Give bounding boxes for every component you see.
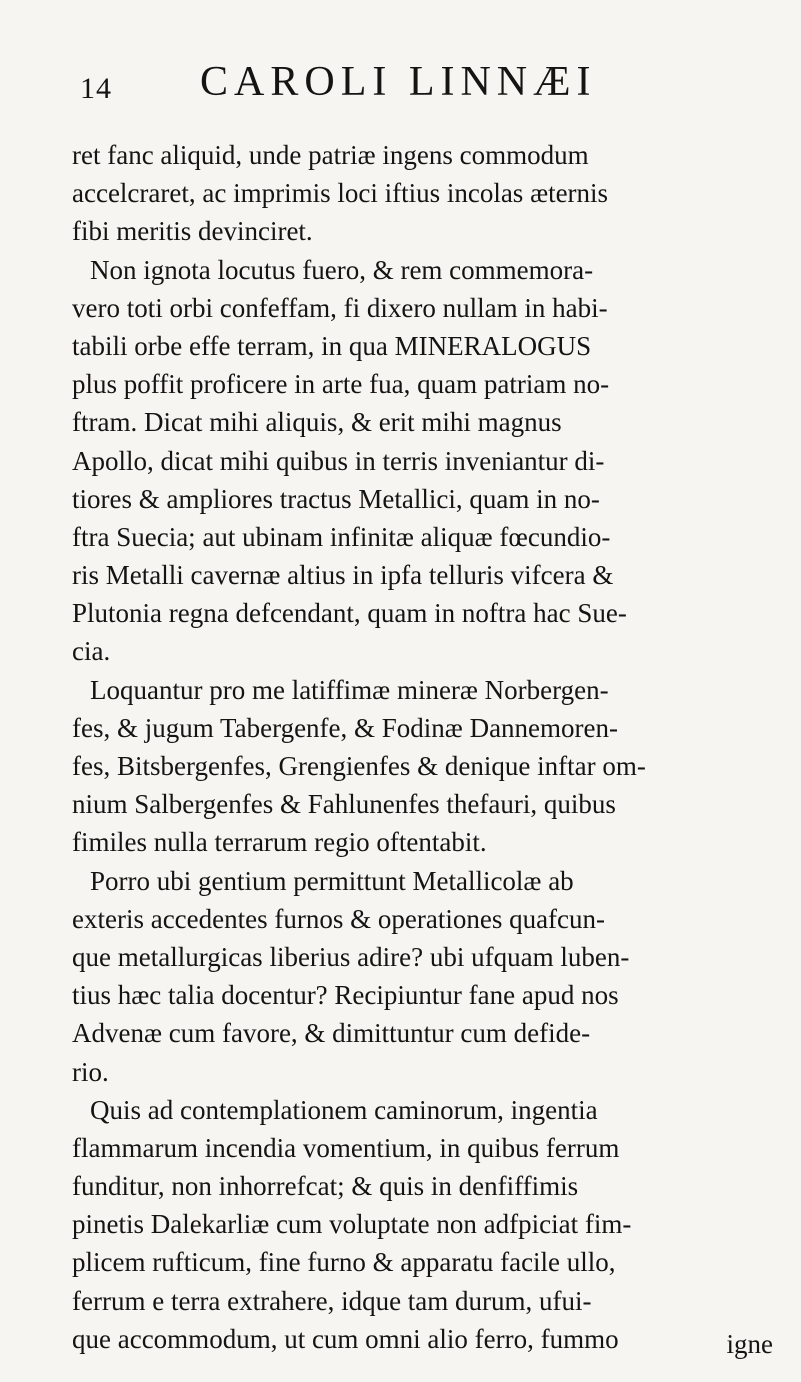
running-title: CAROLI LINNÆI xyxy=(200,59,597,105)
text-line: Plutonia regna defcendant, quam in noftra hac Sue- xyxy=(72,598,627,629)
text-line: ret fanc aliquid, unde patriæ ingens commodum xyxy=(72,140,589,170)
text-line: vero toti orbi confeffam, fi dixero nullam in habi- xyxy=(72,292,608,323)
text-line: Quis ad contemplationem caminorum, ingentia xyxy=(90,1094,598,1125)
text-line: Loquantur pro me latiffimæ mineræ Norbergen- xyxy=(90,674,609,705)
text-line: tius hæc talia docentur? Recipiuntur fane apud nos xyxy=(72,980,619,1011)
text-line: ris Metalli cavernæ altius in ipfa telluris vifcera & xyxy=(72,560,614,591)
page-number: 14 xyxy=(80,72,112,105)
text-line: Non ignota locutus fuero, & rem commemora- xyxy=(90,254,594,285)
catchword: igne xyxy=(726,1329,773,1359)
text-line: fimiles nulla terrarum regio oftentabit. xyxy=(72,827,487,858)
text-line: pinetis Dalekarliæ cum voluptate non adfpiciat fim- xyxy=(72,1209,632,1240)
text-line: flammarum incendia vomentium, in quibus ferrum xyxy=(72,1132,620,1163)
text-line: ftra Suecia; aut ubinam infinitæ aliquæ fœcundio- xyxy=(72,521,611,552)
text-line: nium Salbergenfes & Fahlunenfes thefauri, quibus xyxy=(72,789,616,820)
text-line: plus poffit proficere in arte fua, quam patriam no- xyxy=(72,369,610,400)
text-line: exteris accedentes furnos & operationes quafcun- xyxy=(72,903,606,934)
text-line: Apollo, dicat mihi quibus in terris inveniantur di- xyxy=(72,445,605,476)
text-line: fes, Bitsbergenfes, Grengienfes & denique inftar om- xyxy=(72,751,646,781)
text-line: accelcraret, ac imprimis loci iftius incolas æternis xyxy=(72,178,609,209)
text-line: que metallurgicas liberius adire? ubi ufquam luben- xyxy=(72,941,630,972)
text-line: Advenæ cum favore, & dimittuntur cum defide- xyxy=(72,1018,591,1049)
body-text xyxy=(72,136,782,1358)
text-line: ferrum e terra extrahere, idque tam durum, ufui- xyxy=(72,1285,592,1316)
text-line: tiores & ampliores tractus Metallici, quam in no- xyxy=(72,483,600,514)
text-line: plicem rufticum, fine furno & apparatu facile ullo, xyxy=(72,1247,616,1278)
text-line: fibi meritis devinciret. xyxy=(72,216,313,247)
text-line: tabili orbe effe terram, in qua MINERALOGUS xyxy=(72,330,592,361)
text-line: cia. xyxy=(72,636,111,667)
running-head xyxy=(60,58,780,108)
text-line: rio. xyxy=(72,1056,109,1087)
text-line: fes, & jugum Tabergenfe, & Fodinæ Dannemoren- xyxy=(72,712,618,743)
text-line: funditur, non inhorrefcat; & quis in denfiffimis xyxy=(72,1171,579,1202)
text-line: que accommodum, ut cum omni alio ferro, fummo xyxy=(72,1323,619,1354)
text-line: ftram. Dicat mihi aliquis, & erit mihi magnus xyxy=(72,407,562,438)
text-line: Porro ubi gentium permittunt Metallicolæ ab xyxy=(90,865,574,896)
